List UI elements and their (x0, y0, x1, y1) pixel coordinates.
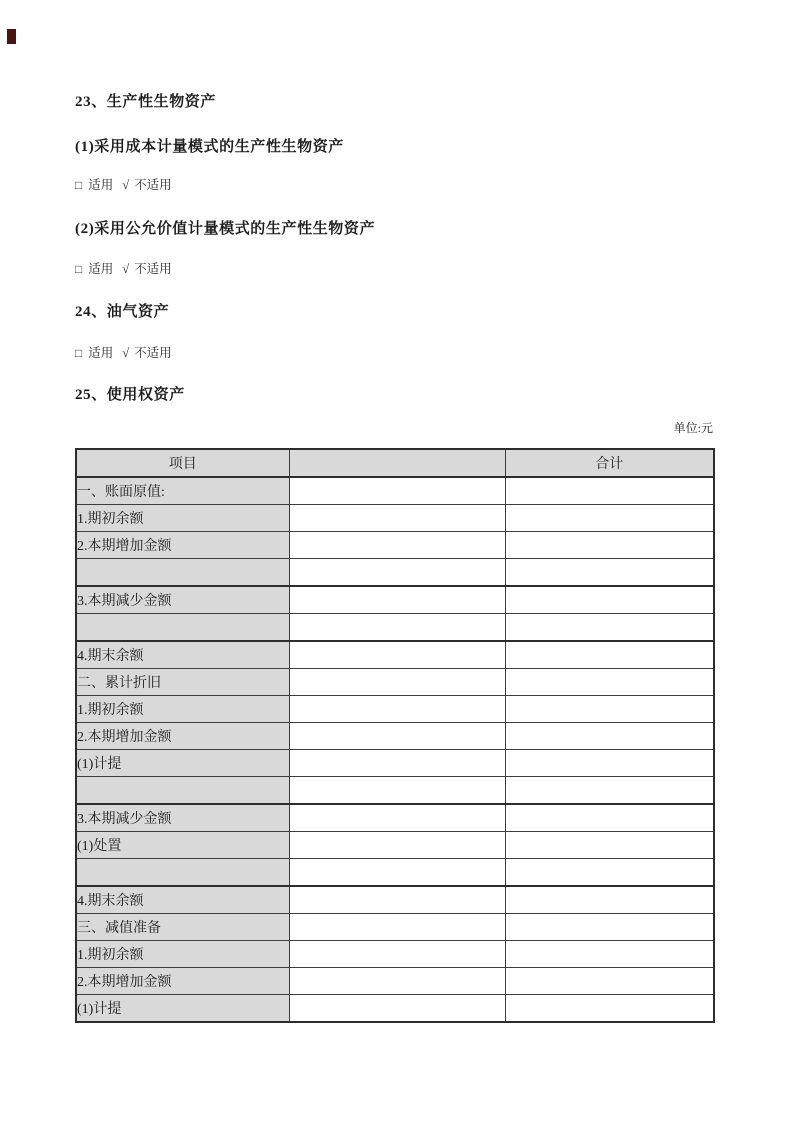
row-label: 一、账面原值: (76, 477, 289, 505)
row-value-middle (289, 777, 505, 805)
row-value-total (505, 723, 714, 750)
row-value-middle (289, 859, 505, 887)
row-value-middle (289, 586, 505, 614)
row-label: 2.本期增加金额 (76, 968, 289, 995)
check-mark-icon: √ (122, 262, 130, 276)
table-row (76, 941, 714, 968)
col-header-middle (289, 449, 505, 477)
row-value-middle (289, 968, 505, 995)
unit-label: 单位:元 (673, 421, 713, 435)
row-value-middle (289, 750, 505, 777)
table-row (76, 505, 714, 532)
row-value-total (505, 696, 714, 723)
table-row (76, 832, 714, 859)
section-heading-23-sub2: (2)采用公允价值计量模式的生产性生物资产 (75, 221, 376, 237)
row-value-middle (289, 914, 505, 941)
row-value-total (505, 777, 714, 805)
table-row-blank (76, 777, 714, 805)
row-label: 3.本期减少金额 (76, 586, 289, 614)
table-row (76, 723, 714, 750)
not-applicable-label: 不适用 (134, 178, 172, 192)
row-label: 1.期初余额 (76, 696, 289, 723)
row-value-total (505, 532, 714, 559)
table-row-blank (76, 859, 714, 887)
row-value-middle (289, 477, 505, 505)
row-value-middle (289, 941, 505, 968)
row-label: (1)计提 (76, 750, 289, 777)
row-value-total (505, 995, 714, 1023)
row-label: (1)处置 (76, 832, 289, 859)
table-row-blank (76, 614, 714, 642)
row-value-total (505, 804, 714, 832)
row-value-total (505, 559, 714, 587)
row-value-total (505, 586, 714, 614)
table-row (76, 804, 714, 832)
row-value-middle (289, 559, 505, 587)
row-value-total (505, 641, 714, 669)
row-label: 4.期末余额 (76, 641, 289, 669)
table-row (76, 532, 714, 559)
checkbox-unchecked-icon: □ (75, 346, 83, 360)
section-heading-23: 23、生产性生物资产 (75, 94, 217, 110)
col-header-item: 项目 (76, 449, 289, 477)
row-value-total (505, 614, 714, 642)
row-value-middle (289, 641, 505, 669)
table-row (76, 995, 714, 1023)
table-row (76, 696, 714, 723)
table-header-row (76, 449, 714, 477)
row-value-middle (289, 832, 505, 859)
row-label: 1.期初余额 (76, 941, 289, 968)
table-row (76, 477, 714, 505)
applicable-label: 适用 (88, 178, 114, 192)
table-row (76, 586, 714, 614)
check-mark-icon: √ (122, 346, 130, 360)
right-of-use-assets-table (75, 448, 715, 1023)
row-label: (1)计提 (76, 995, 289, 1023)
row-value-total (505, 669, 714, 696)
not-applicable-label: 不适用 (134, 346, 172, 360)
check-mark-icon: √ (122, 178, 130, 192)
table-row (76, 968, 714, 995)
row-value-total (505, 832, 714, 859)
row-value-total (505, 886, 714, 914)
row-label: 2.本期增加金额 (76, 532, 289, 559)
row-value-total (505, 859, 714, 887)
row-value-middle (289, 723, 505, 750)
scan-artifact-mark (7, 29, 16, 44)
row-value-middle (289, 804, 505, 832)
table-row (76, 914, 714, 941)
row-label: 三、减值准备 (76, 914, 289, 941)
applicable-label: 适用 (88, 346, 114, 360)
not-applicable-label: 不适用 (134, 262, 172, 276)
row-value-middle (289, 505, 505, 532)
col-header-total: 合计 (505, 449, 714, 477)
row-label: 二、累计折旧 (76, 669, 289, 696)
section-heading-23-sub1: (1)采用成本计量模式的生产性生物资产 (75, 139, 344, 155)
row-value-total (505, 914, 714, 941)
row-label: 2.本期增加金额 (76, 723, 289, 750)
row-value-middle (289, 669, 505, 696)
section-heading-24: 24、油气资产 (75, 304, 170, 320)
row-value-total (505, 750, 714, 777)
applicability-line-2 (75, 261, 172, 277)
table-row (76, 641, 714, 669)
table-row-blank (76, 559, 714, 587)
row-label (76, 777, 289, 805)
checkbox-unchecked-icon: □ (75, 262, 83, 276)
row-label: 3.本期减少金额 (76, 804, 289, 832)
applicability-line-1 (75, 177, 172, 193)
row-value-total (505, 941, 714, 968)
applicability-line-3 (75, 345, 172, 361)
row-value-total (505, 477, 714, 505)
table-row (76, 886, 714, 914)
row-value-middle (289, 696, 505, 723)
section-heading-25: 25、使用权资产 (75, 387, 185, 403)
table-row (76, 669, 714, 696)
row-label: 4.期末余额 (76, 886, 289, 914)
row-value-middle (289, 995, 505, 1023)
row-label: 1.期初余额 (76, 505, 289, 532)
row-value-total (505, 505, 714, 532)
row-label (76, 859, 289, 887)
checkbox-unchecked-icon: □ (75, 178, 83, 192)
row-value-middle (289, 532, 505, 559)
row-label (76, 559, 289, 587)
applicable-label: 适用 (88, 262, 114, 276)
row-label (76, 614, 289, 642)
table-row (76, 750, 714, 777)
row-value-middle (289, 886, 505, 914)
row-value-middle (289, 614, 505, 642)
row-value-total (505, 968, 714, 995)
